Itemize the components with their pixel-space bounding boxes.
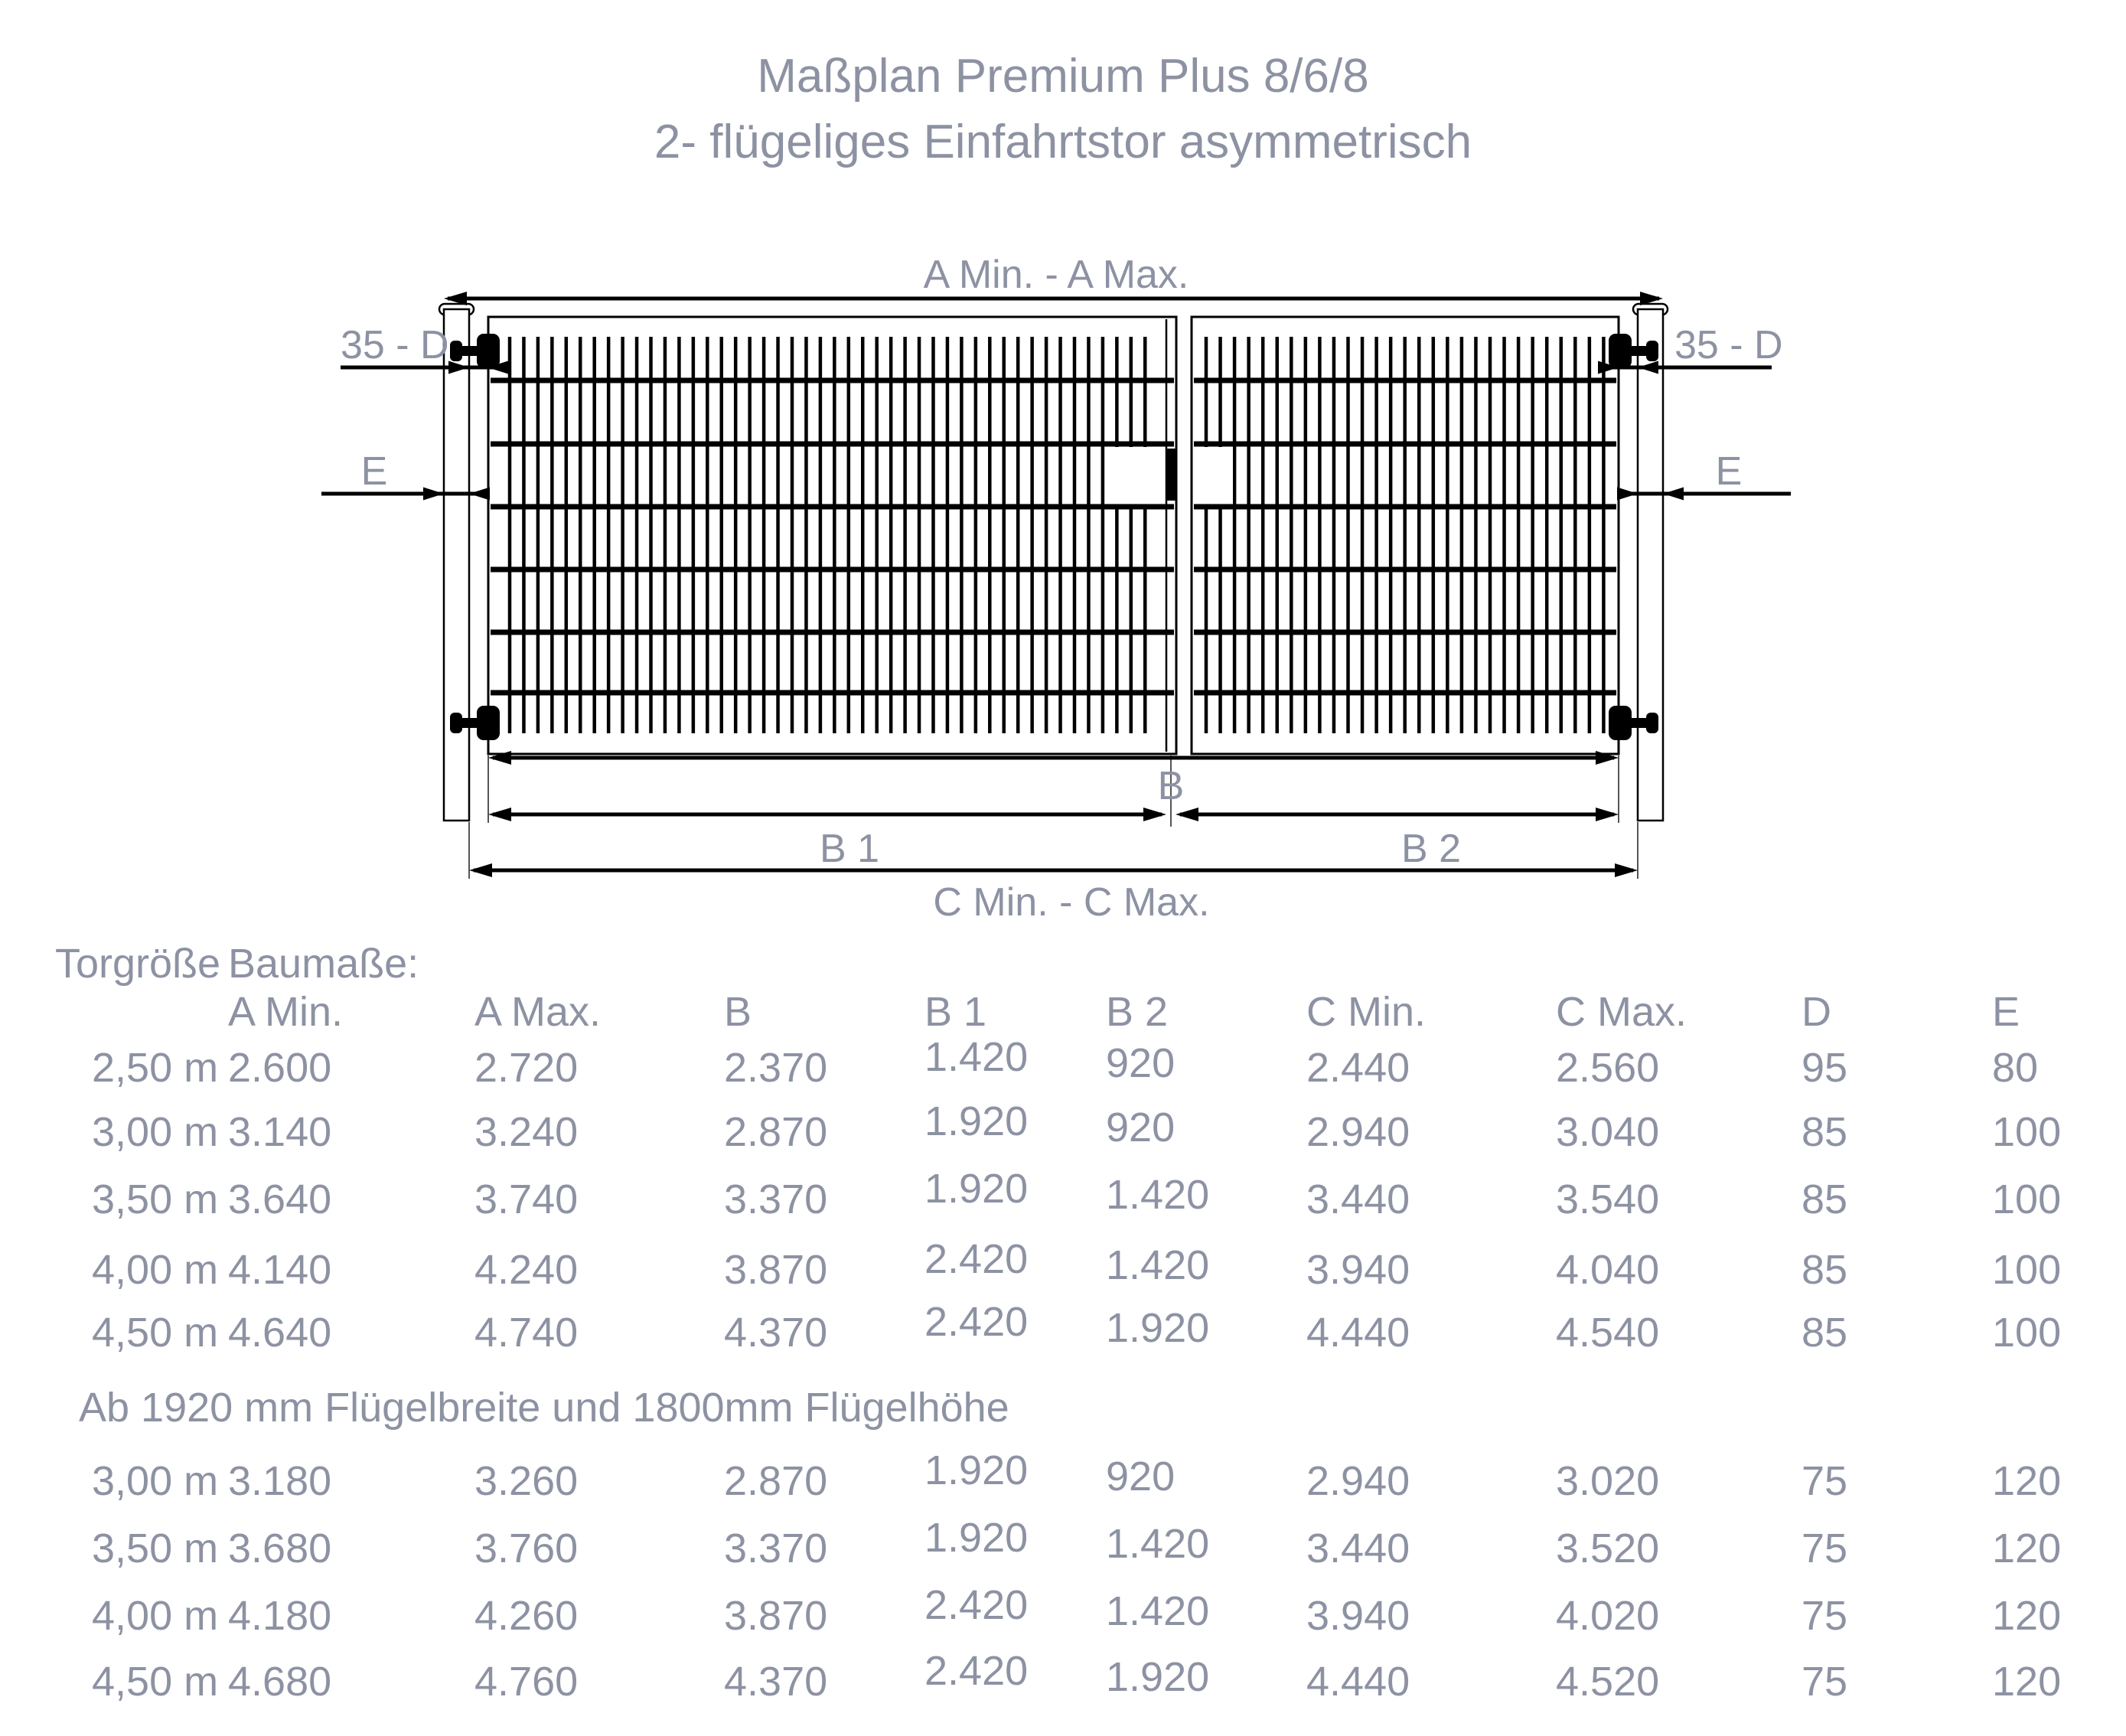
table-cell: 3.040 [1556, 1109, 1660, 1155]
table-cell: 4.240 [474, 1247, 579, 1293]
table-cell: 4.020 [1556, 1593, 1660, 1639]
table-cell: 3.440 [1306, 1176, 1410, 1222]
table-cell: 3.260 [474, 1458, 579, 1504]
table-cell: 1.420 [1106, 1172, 1210, 1218]
dim-label-35d-left: 35 - D [341, 323, 449, 367]
table-cell: 1.420 [1106, 1242, 1210, 1288]
table-cell: 2.600 [228, 1045, 332, 1091]
table-cell: 1.920 [1106, 1654, 1210, 1700]
table-column-header: A Max. [474, 989, 602, 1035]
dim-label-c: C Min. - C Max. [933, 880, 1210, 925]
right-post [1638, 309, 1663, 821]
table-cell: 4.180 [228, 1593, 332, 1639]
table-cell: 920 [1106, 1105, 1175, 1150]
table-cell: 75 [1802, 1593, 1848, 1639]
page-title: Maßplan Premium Plus 8/6/8 [757, 50, 1369, 103]
extension-lines [469, 755, 1638, 879]
dim-label-b2: B 2 [1400, 827, 1462, 871]
table-cell: 2.440 [1306, 1045, 1410, 1091]
table-cell: 4.140 [228, 1247, 332, 1293]
table-cell: 4.370 [724, 1659, 828, 1705]
dim-label-35d-right: 35 - D [1674, 323, 1783, 367]
table-cell-size: 4,00 m [92, 1593, 219, 1639]
table-column-header: C Min. [1306, 989, 1427, 1035]
table-cell: 3.870 [724, 1593, 828, 1639]
table-cell: 3.440 [1306, 1526, 1410, 1571]
table-cell: 2.420 [924, 1582, 1029, 1628]
table-note: Ab 1920 mm Flügelbreite und 1800mm Flügelhöhe [79, 1385, 1009, 1431]
dim-label-a: A Min. - A Max. [923, 253, 1189, 297]
table-row [0, 1166, 2126, 1232]
table-cell: 3.640 [228, 1176, 332, 1222]
table-cell: 1.920 [924, 1166, 1029, 1212]
table-cell: 95 [1802, 1045, 1848, 1091]
table-cell: 3.520 [1556, 1526, 1660, 1571]
left-post [444, 309, 469, 821]
table-row [0, 1299, 2126, 1366]
table-row [0, 1447, 2126, 1514]
table-cell: 1.920 [924, 1098, 1029, 1144]
center-latch [1166, 449, 1176, 501]
table-group-header-baumasse: Baumaße: [228, 941, 419, 987]
table-cell: 3.180 [228, 1458, 332, 1504]
table-cell: 920 [1106, 1040, 1175, 1086]
table-group-header-torgroesse: Torgröße [55, 941, 221, 987]
table-cell: 120 [1992, 1593, 2062, 1639]
table-cell: 4.760 [474, 1659, 579, 1705]
table-cell: 2.940 [1306, 1458, 1410, 1504]
table-cell: 1.920 [924, 1447, 1029, 1493]
table-cell: 3.940 [1306, 1247, 1410, 1293]
table-cell: 2.370 [724, 1045, 828, 1091]
dim-label-b1: B 1 [819, 827, 880, 871]
dim-label-b: B [1157, 764, 1185, 808]
table-column-header: D [1802, 989, 1831, 1035]
table-cell: 3.680 [228, 1526, 332, 1571]
table-cell: 2.940 [1306, 1109, 1410, 1155]
table-cell: 4.040 [1556, 1247, 1660, 1293]
table-cell: 75 [1802, 1458, 1848, 1504]
table-column-header: B [724, 989, 752, 1035]
table-cell: 4.440 [1306, 1659, 1410, 1705]
table-cell: 2.720 [474, 1045, 579, 1091]
table-row [0, 1582, 2126, 1649]
table-cell: 85 [1802, 1310, 1848, 1356]
table-cell: 120 [1992, 1526, 2062, 1571]
table-cell: 3.370 [724, 1176, 828, 1222]
table-column-header: B 1 [924, 989, 987, 1035]
table-cell-size: 4,50 m [92, 1310, 219, 1356]
table-cell: 4.540 [1556, 1310, 1660, 1356]
dim-label-e-right: E [1715, 449, 1743, 494]
table-cell: 100 [1992, 1310, 2062, 1356]
table-cell: 100 [1992, 1176, 2062, 1222]
table-cell: 3.140 [228, 1109, 332, 1155]
table-cell: 3.240 [474, 1109, 579, 1155]
table-cell-size: 3,50 m [92, 1176, 219, 1222]
table-cell: 4.260 [474, 1593, 579, 1639]
table-cell: 4.680 [228, 1659, 332, 1705]
table-row [0, 1034, 2126, 1101]
table-cell: 100 [1992, 1247, 2062, 1293]
page-subtitle: 2- flügeliges Einfahrtstor asymmetrisch [654, 116, 1472, 168]
table-cell: 75 [1802, 1526, 1848, 1571]
table-column-header: C Max. [1556, 989, 1687, 1035]
right-lock-blank [1193, 447, 1233, 504]
table-row [0, 1098, 2126, 1165]
dim-label-e-left: E [360, 449, 388, 494]
table-cell: 1.420 [924, 1034, 1029, 1080]
table-cell: 2.420 [924, 1299, 1029, 1345]
table-cell: 2.420 [924, 1236, 1029, 1282]
table-cell: 4.440 [1306, 1310, 1410, 1356]
table-cell: 3.940 [1306, 1593, 1410, 1639]
table-cell: 1.920 [924, 1515, 1029, 1561]
table-cell: 3.870 [724, 1247, 828, 1293]
table-column-header: E [1992, 989, 2020, 1035]
table-cell: 3.760 [474, 1526, 579, 1571]
table-row [0, 1648, 2126, 1715]
table-cell-size: 3,00 m [92, 1109, 219, 1155]
table-cell: 120 [1992, 1458, 2062, 1504]
table-cell: 4.640 [228, 1310, 332, 1356]
table-column-header: A Min. [228, 989, 344, 1035]
table-cell: 75 [1802, 1659, 1848, 1705]
table-cell: 1.920 [1106, 1305, 1210, 1351]
table-cell-size: 4,50 m [92, 1659, 219, 1705]
table-cell-size: 4,00 m [92, 1247, 219, 1293]
table-cell: 4.370 [724, 1310, 828, 1356]
table-cell: 2.870 [724, 1458, 828, 1504]
table-cell: 3.540 [1556, 1176, 1660, 1222]
table-cell: 120 [1992, 1659, 2062, 1705]
table-cell: 4.520 [1556, 1659, 1660, 1705]
table-cell: 85 [1802, 1247, 1848, 1293]
table-cell: 80 [1992, 1045, 2039, 1091]
table-cell: 85 [1802, 1176, 1848, 1222]
table-cell: 85 [1802, 1109, 1848, 1155]
left-lock-blank [1107, 447, 1165, 504]
table-cell: 3.740 [474, 1176, 579, 1222]
table-cell-size: 2,50 m [92, 1045, 219, 1091]
table-row [0, 1236, 2126, 1303]
table-cell: 2.420 [924, 1648, 1029, 1694]
table-cell: 2.560 [1556, 1045, 1660, 1091]
table-cell: 4.740 [474, 1310, 579, 1356]
table-cell-size: 3,00 m [92, 1458, 219, 1504]
table-cell: 3.020 [1556, 1458, 1660, 1504]
table-cell: 1.420 [1106, 1588, 1210, 1634]
table-cell: 1.420 [1106, 1521, 1210, 1567]
table-cell: 3.370 [724, 1526, 828, 1571]
table-cell-size: 3,50 m [92, 1526, 219, 1571]
table-column-header: B 2 [1106, 989, 1169, 1035]
table-cell: 2.870 [724, 1109, 828, 1155]
table-cell: 100 [1992, 1109, 2062, 1155]
table-cell: 920 [1106, 1454, 1175, 1499]
table-row [0, 1515, 2126, 1581]
